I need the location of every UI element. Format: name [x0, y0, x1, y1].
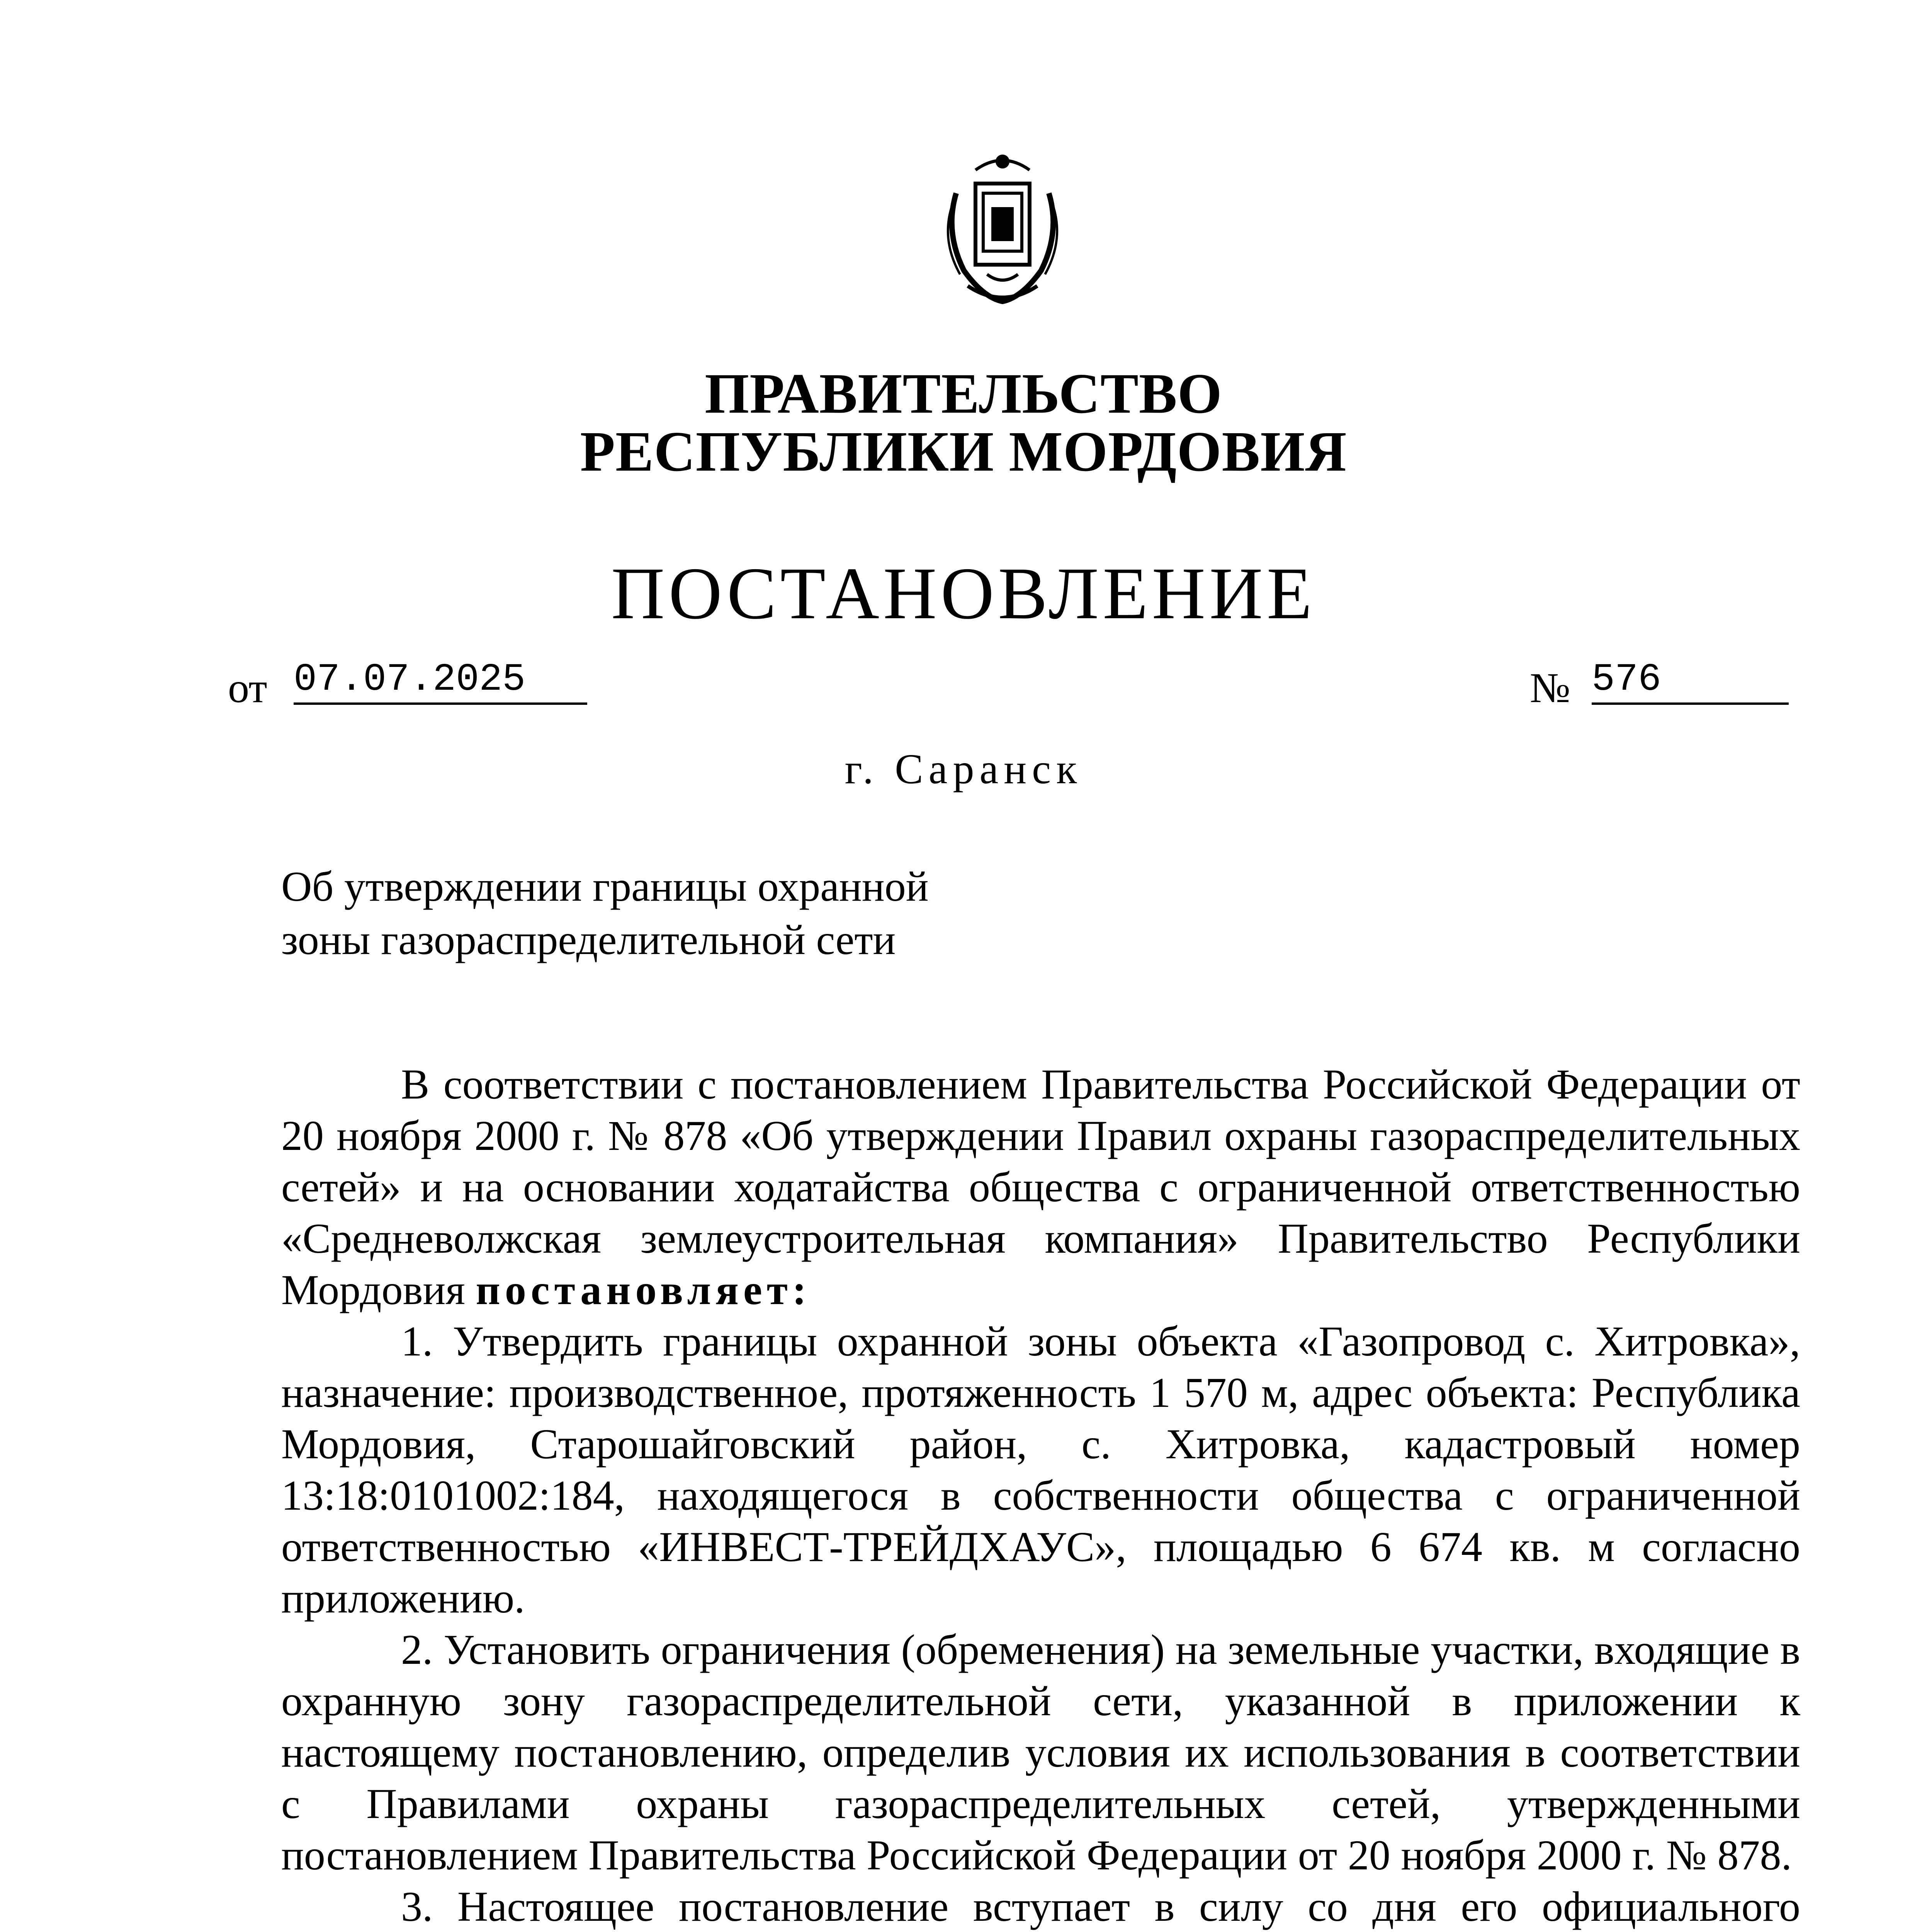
number-prefix: № — [1530, 664, 1570, 711]
city: г. Саранск — [845, 745, 1082, 793]
government-title: ПРАВИТЕЛЬСТВО — [705, 362, 1222, 425]
government-title-region: РЕСПУБЛИКИ МОРДОВИЯ — [580, 420, 1347, 483]
intro-text: В соответствии с постановлением Правительства Российской Федерации от 20 ноября 2000 г. № 878 «Об утверждении Правил охраны газораспределительных сетей» и на основании ходатайства общества с ограниченной ответственностью «Средневолжская землеустроительная компания» Правительство Республики Мордовия — [281, 1061, 1800, 1313]
subject-line: Об утверждении границы охранной — [281, 863, 929, 910]
document-type: ПОСТАНОВЛЕНИЕ — [611, 552, 1316, 634]
date-prefix: от — [228, 664, 267, 711]
document-body — [281, 1059, 1800, 1932]
body-item-2: 2. Установить ограничения (обременения) на земельные участки, входящие в охранную зону газораспределительной сети, указанной в приложении к настоящему постановлению, определив условия их использования в соответствии с Правилами охраны газораспределительных сетей, утвержденными постановлением Правительства Российской Федерации от 20 ноября 2000 г. № 878. — [281, 1626, 1800, 1879]
body-item-3: 3. Настоящее постановление вступает в силу со дня его официального — [401, 1883, 1800, 1930]
document-date: 07.07.2025 — [294, 661, 587, 705]
body-intro — [281, 1059, 1800, 1316]
subject-line: зоны газораспределительной сети — [281, 916, 896, 963]
decree-word: постановляет: — [476, 1266, 811, 1313]
document-subject — [281, 860, 1035, 966]
document-number: 576 — [1592, 661, 1789, 705]
body-item-1: 1. Утвердить границы охранной зоны объекта «Газопровод с. Хитровка», назначение: производственное, протяженность 1 570 м, адрес объекта: Республика Мордовия, Старошайговский район, с. Хитровка, кадастровый номер 13:18:0101002:184, находящегося в собственности общества с ограниченной ответственностью «ИНВЕСТ-ТРЕЙДХАУС», площадью 6 674 кв. м согласно приложению. — [281, 1318, 1800, 1622]
coat-of-arms-icon — [929, 147, 1076, 313]
